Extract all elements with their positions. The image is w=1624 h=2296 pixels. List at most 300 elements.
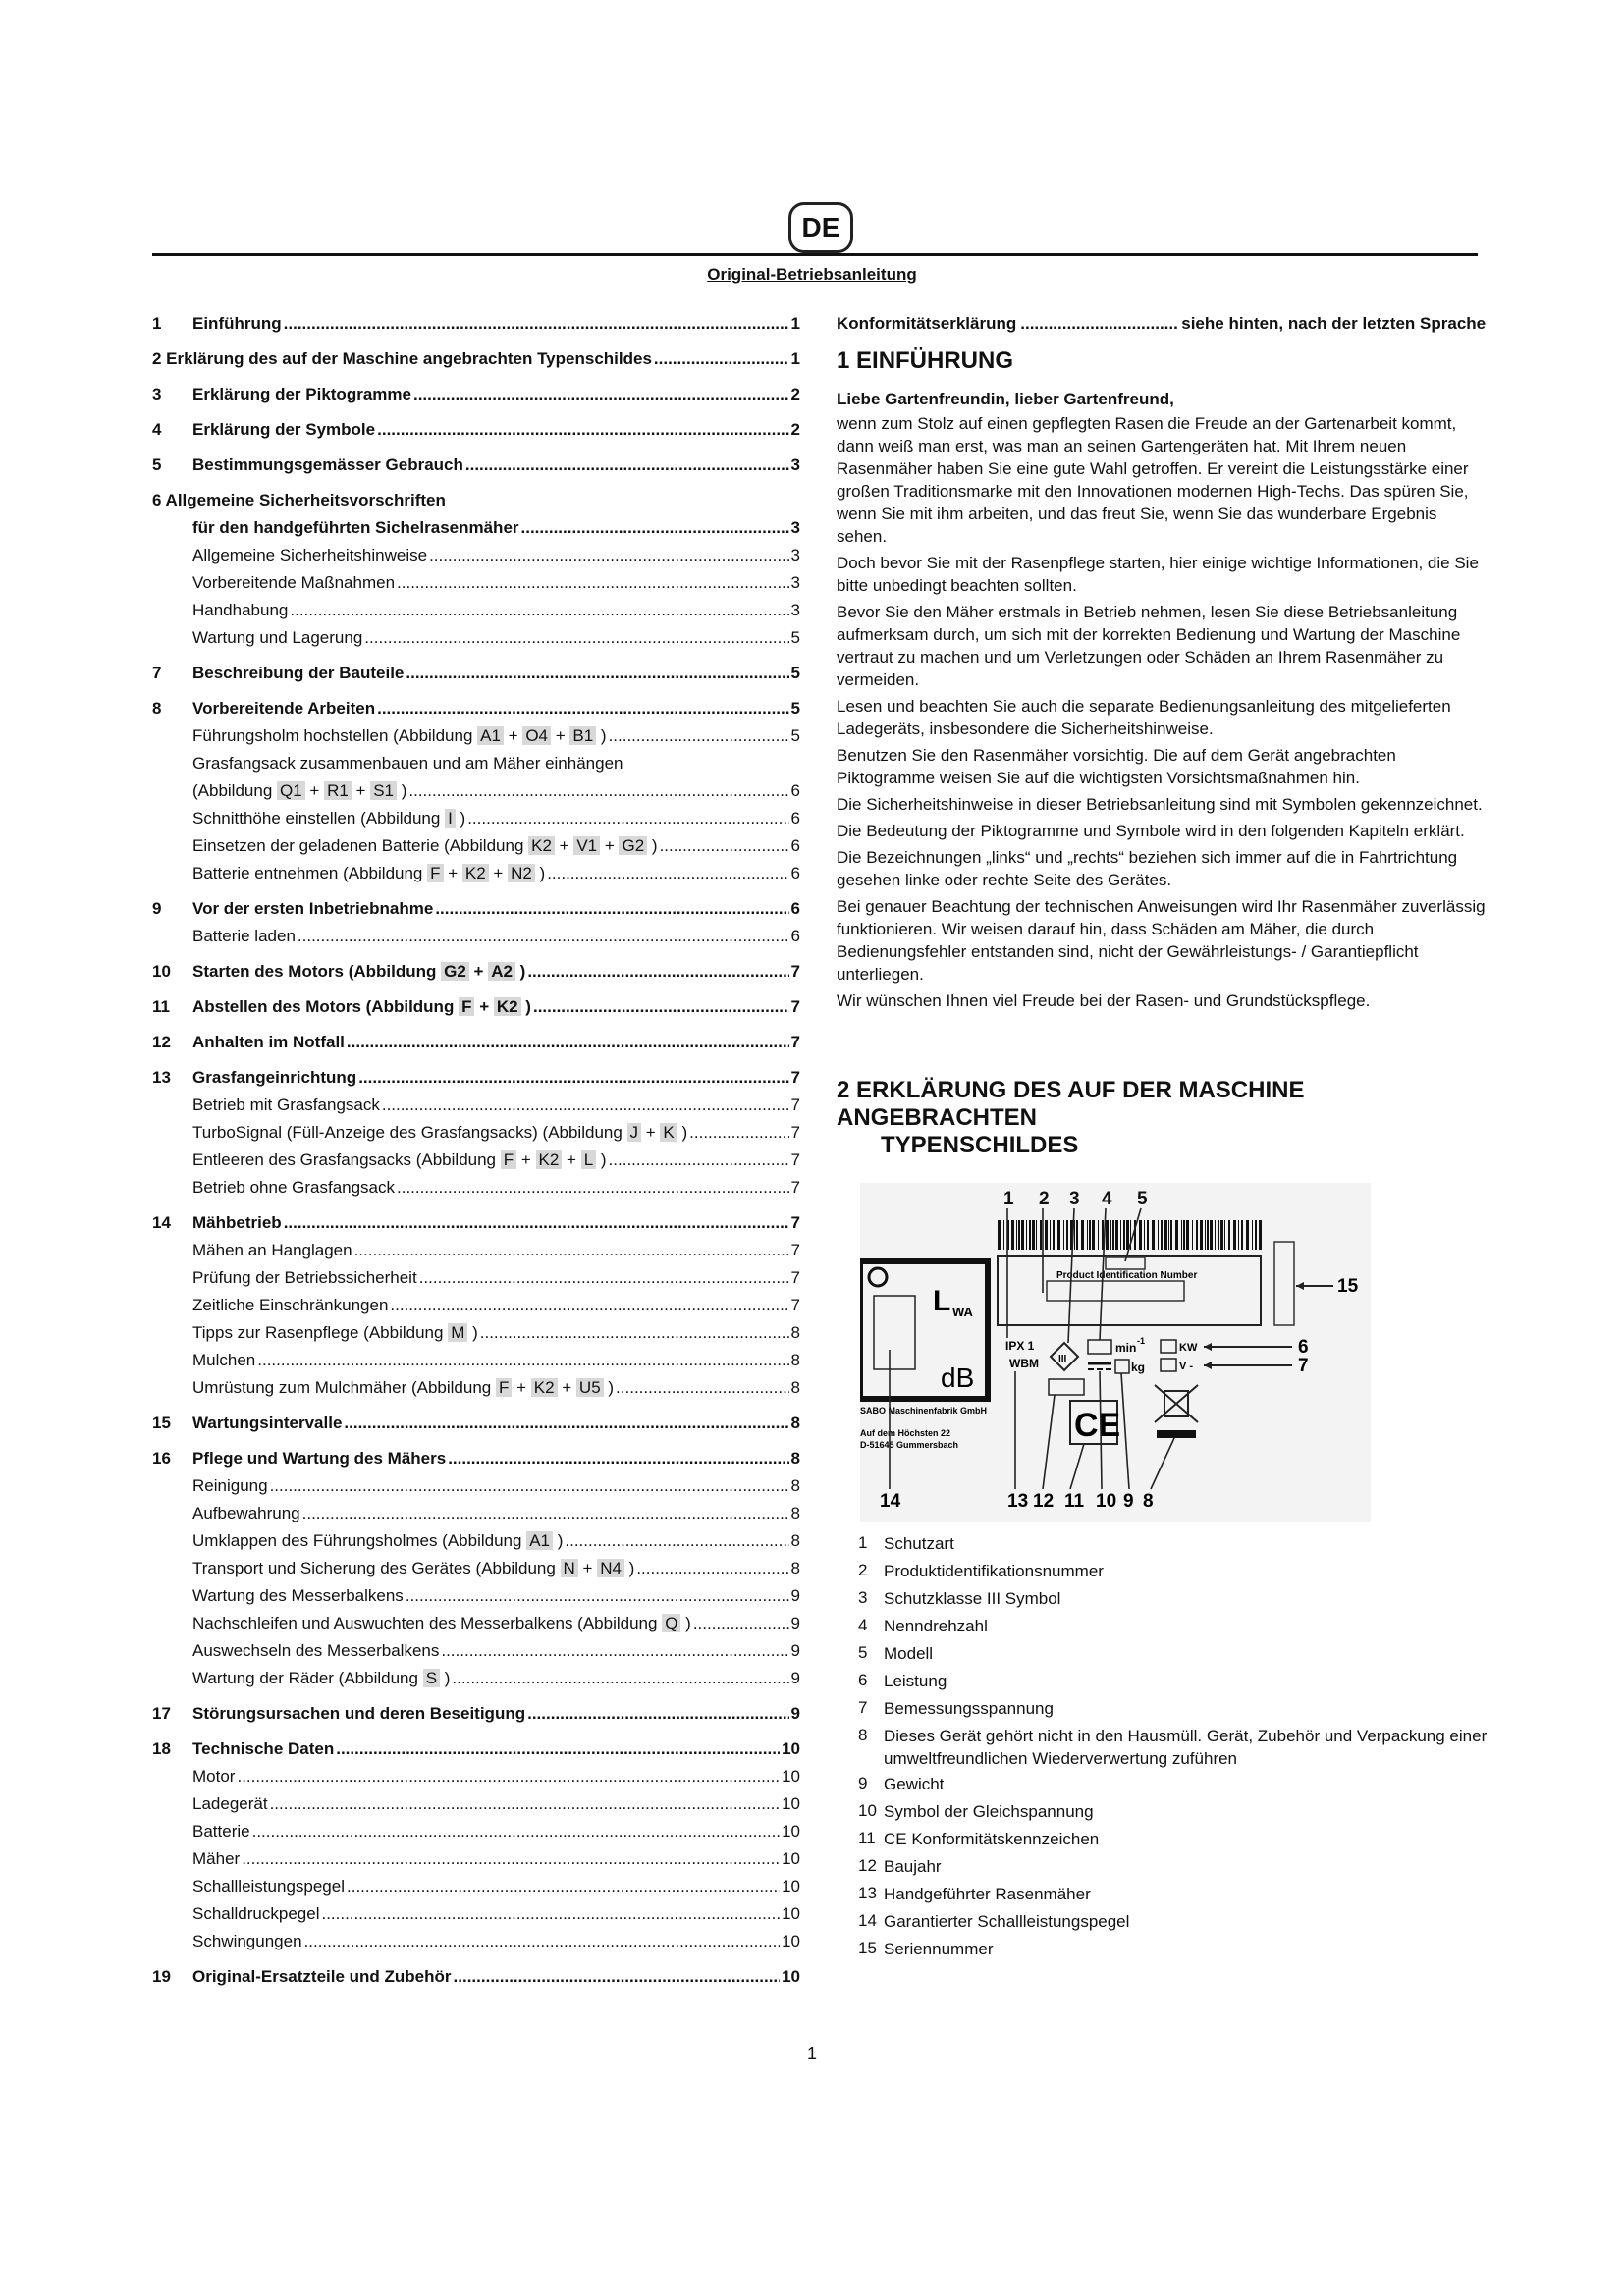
toc-subentry[interactable] bbox=[152, 1119, 800, 1147]
toc-num: 1 bbox=[152, 314, 162, 333]
toc-subentry-text: Nachschleifen und Auswuchten des Messerbalkens (Abbildung Q ) bbox=[192, 1614, 691, 1632]
toc-subentry-text: Batterie bbox=[192, 1822, 250, 1841]
toc-subentry[interactable] bbox=[152, 1818, 800, 1845]
min-label: min bbox=[1115, 1341, 1137, 1355]
toc-page: 10 bbox=[782, 1822, 800, 1841]
intro-paragraph: wenn zum Stolz auf einen gepflegten Rasen die Freude an der Gartenarbeit kommt, dann weiß man erst, was man an seinen Gartengeräten hat. Mit Ihrem neuen Rasenmäher haben Sie eine gute Wahl getroffen. Er vereint die Leistungsstärke einer großen Traditionsmarke mit den Innovationen modernen High-Techs. Das spüren Sie, wenn Sie mit ihm arbeiten, und das freut Sie, wenn Sie das wunderbare Ergebnis sehen. bbox=[837, 414, 1469, 546]
legend-item bbox=[858, 1722, 1489, 1770]
toc-page: 8 bbox=[790, 1504, 800, 1522]
toc-section bbox=[152, 381, 800, 408]
toc-section bbox=[152, 1700, 800, 1728]
language-badge: DE bbox=[788, 202, 853, 253]
v-label: V - bbox=[1179, 1361, 1194, 1372]
figure-ref: A1 bbox=[526, 1531, 553, 1550]
toc-page: 10 bbox=[782, 1794, 800, 1813]
toc-subentry[interactable] bbox=[152, 1928, 800, 1955]
intro-paragraph: Die Bedeutung der Piktogramme und Symbole wird in den folgenden Kapiteln erklärt. bbox=[837, 822, 1465, 840]
toc-subentry-text: Betrieb ohne Grasfangsack bbox=[192, 1178, 396, 1197]
figure-ref: K2 bbox=[531, 1378, 558, 1397]
toc-section bbox=[152, 1735, 800, 1955]
figure-ref: N2 bbox=[508, 864, 535, 882]
toc-entry[interactable] bbox=[152, 1735, 800, 1763]
toc-subentry-text: Allgemeine Sicherheitshinweise bbox=[192, 546, 428, 564]
manufacturer: SABO Maschinenfabrik GmbH bbox=[860, 1406, 988, 1415]
toc-entry[interactable] bbox=[152, 1445, 800, 1472]
legend-number: 8 bbox=[858, 1726, 868, 1744]
address-line-1: Auf dem Höchsten 22 bbox=[860, 1428, 951, 1438]
toc-subentry-text: Prüfung der Betriebssicherheit bbox=[192, 1268, 417, 1287]
serial-box bbox=[1274, 1242, 1294, 1325]
greeting: Liebe Gartenfreundin, lieber Gartenfreund, bbox=[837, 390, 1174, 408]
page-number: 1 bbox=[806, 2044, 817, 2063]
toc-page: 8 bbox=[790, 1323, 800, 1342]
toc-page: 7 bbox=[790, 1150, 800, 1169]
section-2-heading: 2 ERKLÄRUNG DES AUF DER MASCHINE ANGEBRACHTEN TYPENSCHILDES bbox=[837, 1077, 1305, 1158]
legend-number: 2 bbox=[858, 1561, 868, 1579]
toc-entry-text: Pflege und Wartung des Mähers bbox=[192, 1449, 447, 1468]
toc-num: 13 bbox=[152, 1068, 171, 1087]
toc-entry[interactable] bbox=[152, 346, 800, 373]
figure-ref: S1 bbox=[370, 781, 397, 800]
toc-subentry-text: Wartung des Messerbalkens bbox=[192, 1586, 404, 1605]
toc-page: 10 bbox=[782, 1932, 800, 1950]
toc-entry[interactable] bbox=[152, 1209, 800, 1237]
legend-item bbox=[858, 1935, 1489, 1962]
toc-subentry-text: Auswechseln des Messerbalkens bbox=[192, 1641, 440, 1660]
toc-subentry[interactable] bbox=[152, 805, 800, 832]
toc-subentry[interactable] bbox=[152, 1873, 800, 1900]
toc-page: 6 bbox=[790, 836, 800, 855]
legend-number: 4 bbox=[858, 1616, 868, 1634]
toc-entry[interactable] bbox=[152, 660, 800, 687]
wbm-label: WBM bbox=[1009, 1357, 1039, 1370]
figure-ref: A1 bbox=[477, 726, 504, 745]
toc-entry-text: Original-Ersatzteile und Zubehör bbox=[192, 1967, 452, 1986]
toc-page: 10 bbox=[782, 1767, 800, 1786]
legend-item bbox=[858, 1667, 1489, 1694]
toc-section bbox=[152, 310, 800, 338]
konformitaet-line[interactable]: Konformitätserklärung ..... siehe hinten, nach der letzten Sprache bbox=[837, 310, 1489, 338]
figure-ref: N bbox=[561, 1559, 578, 1577]
toc-entry[interactable] bbox=[152, 993, 800, 1021]
toc-subentry-text: Mäher bbox=[192, 1849, 241, 1868]
legend-number: 3 bbox=[858, 1588, 868, 1607]
legend-text: Symbol der Gleichspannung bbox=[884, 1802, 1094, 1821]
toc-entry[interactable] bbox=[152, 1963, 800, 1991]
callout-12: 12 bbox=[1033, 1491, 1055, 1512]
toc-page: 9 bbox=[790, 1669, 800, 1687]
toc-entry-cont[interactable] bbox=[152, 514, 800, 542]
toc-section bbox=[152, 993, 800, 1021]
toc-subentry-text: TurboSignal (Füll-Anzeige des Grasfangsacks) (Abbildung J + K ) bbox=[192, 1123, 688, 1142]
toc-page: 5 bbox=[790, 664, 800, 682]
toc-entry[interactable] bbox=[152, 1410, 800, 1437]
toc-subentry[interactable] bbox=[152, 1147, 800, 1174]
figure-ref: J bbox=[627, 1123, 642, 1142]
toc-num: 16 bbox=[152, 1449, 171, 1468]
figure-ref: M bbox=[448, 1323, 467, 1342]
legend-text: CE Konformitätskennzeichen bbox=[884, 1830, 1100, 1848]
toc-entry-text: Wartungsintervalle bbox=[192, 1414, 343, 1432]
legend-number: 5 bbox=[858, 1643, 868, 1662]
toc-subentry-text: (Abbildung Q1 + R1 + S1 ) bbox=[192, 781, 407, 800]
legend-number: 6 bbox=[858, 1671, 868, 1689]
toc-subentry-text: Ladegerät bbox=[192, 1794, 268, 1813]
toc-subentry-text: Betrieb mit Grasfangsack bbox=[192, 1095, 380, 1114]
toc-subentry-text: Mähen an Hanglagen bbox=[192, 1241, 352, 1259]
figure-ref: G2 bbox=[441, 962, 469, 981]
legend-text: Modell bbox=[884, 1644, 934, 1663]
toc-page: 7 bbox=[790, 1095, 800, 1114]
intro-paragraph: Bei genauer Beachtung der technischen Anweisungen wird Ihr Rasenmäher zuverlässig funktionieren. Wir weisen darauf hin, dass Schäden am Mäher, die durch Bedienungsfehler entstanden sind, nicht der Gewährleistungs- / Garantiepflicht unterliegen. bbox=[837, 897, 1486, 984]
toc-page: 10 bbox=[782, 1877, 800, 1896]
toc-entry-text: Grasfangeinrichtung bbox=[192, 1068, 357, 1087]
figure-ref: Q bbox=[662, 1614, 680, 1632]
toc-subentry-text: Mulchen bbox=[192, 1351, 256, 1369]
toc-page: 9 bbox=[790, 1704, 800, 1723]
toc-num: 17 bbox=[152, 1704, 171, 1723]
toc-page: 5 bbox=[790, 726, 800, 745]
figure-ref: U5 bbox=[576, 1378, 604, 1397]
toc-subentry[interactable] bbox=[152, 597, 800, 624]
lwa-sub: WA bbox=[952, 1305, 973, 1319]
address-line-2: D-51645 Gummersbach bbox=[860, 1440, 959, 1450]
toc-subentry[interactable] bbox=[152, 1347, 800, 1374]
legend-item bbox=[858, 1797, 1489, 1825]
toc-subentry-text: Batterie laden bbox=[192, 927, 296, 945]
legend-item bbox=[858, 1852, 1489, 1880]
toc-section bbox=[152, 1445, 800, 1692]
document-title: Original-Betriebsanleitung bbox=[707, 265, 917, 284]
toc-entry[interactable] bbox=[152, 381, 800, 408]
toc-subentry-text: Schwingungen bbox=[192, 1932, 302, 1950]
toc-entry-text: 2 Erklärung des auf der Maschine angebrachten Typenschildes bbox=[152, 349, 652, 368]
toc-subentry-text: Handhabung bbox=[192, 601, 289, 619]
pid-box bbox=[1047, 1281, 1184, 1301]
intro-paragraph: Die Bezeichnungen „links“ und „rechts“ beziehen sich immer auf die in Fahrtrichtung gesehen linke oder rechte Seite des Gerätes. bbox=[837, 848, 1458, 889]
toc-section bbox=[152, 1029, 800, 1056]
toc-page: 7 bbox=[790, 1296, 800, 1314]
intro-paragraph: Bevor Sie den Mäher erstmals in Betrieb nehmen, lesen Sie diese Betriebsanleitung aufmerksam durch, um sich mit der korrekten Bedienung und Wartung der Maschine vertraut zu machen und um Verletzungen oder Schäden an Ihrem Rasenmäher zu vermeiden. bbox=[837, 603, 1461, 689]
toc-entry[interactable] bbox=[152, 1700, 800, 1728]
figure-ref: R1 bbox=[324, 781, 352, 800]
toc-subentry[interactable] bbox=[152, 1665, 800, 1692]
toc-subentry-text: Schalldruckpegel bbox=[192, 1904, 320, 1923]
legend-text: Bemessungsspannung bbox=[884, 1699, 1054, 1718]
legend-text: Dieses Gerät gehört nicht in den Hausmüll. Gerät, Zubehör und Verpackung einer umweltfreundlichen Wiederverwertung zuführen bbox=[884, 1727, 1488, 1768]
figure-ref: G2 bbox=[619, 836, 647, 855]
toc-subentry-text: Umklappen des Führungsholmes (Abbildung A1 ) bbox=[192, 1531, 564, 1550]
legend-text: Produktidentifikationsnummer bbox=[884, 1562, 1104, 1580]
toc-entry[interactable] bbox=[152, 416, 800, 444]
toc-entry-text: Abstellen des Motors (Abbildung F + K2 ) bbox=[192, 997, 531, 1016]
callout-7: 7 bbox=[1298, 1356, 1309, 1376]
toc-subentry-text: Zeitliche Einschränkungen bbox=[192, 1296, 389, 1314]
toc-page: 8 bbox=[790, 1559, 800, 1577]
intro-paragraph: Benutzen Sie den Rasenmäher vorsichtig. Die auf dem Gerät angebrachten Piktogramme weisen Sie auf die wichtigsten Vorsichtsmaßnahmen hin. bbox=[837, 746, 1396, 787]
toc-entry-text: für den handgeführten Sichelrasenmäher bbox=[192, 518, 519, 537]
toc-page: 7 bbox=[790, 1213, 800, 1232]
figure-ref: A2 bbox=[488, 962, 515, 981]
toc-subentry-text: Schallleistungspegel bbox=[192, 1877, 345, 1896]
header-rule bbox=[152, 253, 1478, 256]
callout-1: 1 bbox=[1003, 1189, 1014, 1209]
toc-subentry-text: Grasfangsack zusammenbauen und am Mäher einhängen bbox=[192, 754, 623, 773]
toc-entry[interactable]: 6 Allgemeine Sicherheitsvorschriften bbox=[152, 491, 446, 509]
toc-page: 7 bbox=[790, 1241, 800, 1259]
toc-subentry[interactable] bbox=[152, 624, 800, 652]
legend-text: Schutzart bbox=[884, 1534, 954, 1553]
toc-subentry[interactable] bbox=[152, 1527, 800, 1555]
toc-page: 7 bbox=[790, 997, 800, 1016]
toc-section bbox=[152, 958, 800, 986]
toc-subentry[interactable] bbox=[152, 1292, 800, 1319]
legend-item bbox=[858, 1612, 1489, 1639]
toc-entry[interactable] bbox=[152, 1029, 800, 1056]
toc-page: 3 bbox=[790, 601, 800, 619]
toc-subentry[interactable] bbox=[152, 923, 800, 950]
toc-subentry[interactable] bbox=[152, 832, 800, 860]
toc-page: 6 bbox=[790, 927, 800, 945]
callout-14: 14 bbox=[880, 1491, 901, 1512]
figure-ref: L bbox=[581, 1150, 596, 1169]
toc-page: 3 bbox=[790, 455, 800, 474]
toc-subentry[interactable] bbox=[152, 1637, 800, 1665]
year-box bbox=[1049, 1379, 1084, 1395]
toc-page: 6 bbox=[790, 899, 800, 918]
legend-number: 7 bbox=[858, 1698, 868, 1717]
toc-num: 4 bbox=[152, 420, 162, 439]
ce-mark: CE bbox=[1074, 1407, 1121, 1444]
toc-subentry[interactable] bbox=[152, 1610, 800, 1637]
toc-subentry-text: Einsetzen der geladenen Batterie (Abbildung K2 + V1 + G2 ) bbox=[192, 836, 658, 855]
toc-subentry[interactable] bbox=[152, 1763, 800, 1790]
legend-text: Garantierter Schallleistungspegel bbox=[884, 1912, 1130, 1931]
toc-subentry[interactable] bbox=[152, 777, 800, 805]
toc-page: 10 bbox=[782, 1739, 800, 1758]
toc-subentry[interactable] bbox=[152, 1500, 800, 1527]
toc-num: 9 bbox=[152, 899, 162, 918]
callout-11: 11 bbox=[1064, 1491, 1085, 1512]
toc-subentry[interactable] bbox=[152, 1472, 800, 1500]
legend-item bbox=[858, 1880, 1489, 1907]
toc-page: 7 bbox=[790, 962, 800, 981]
toc-entry-text: Mähbetrieb bbox=[192, 1213, 282, 1232]
toc-page: 9 bbox=[790, 1614, 800, 1632]
legend-number: 11 bbox=[858, 1829, 876, 1847]
lwa-label: L bbox=[933, 1285, 951, 1317]
toc-page: 6 bbox=[790, 781, 800, 800]
toc-subentry[interactable] bbox=[152, 1900, 800, 1928]
toc-entry-text: Erklärung der Symbole bbox=[192, 420, 376, 439]
toc-subentry-text: Führungsholm hochstellen (Abbildung A1 + O4 + B1 ) bbox=[192, 726, 607, 745]
table-of-contents bbox=[152, 310, 800, 1999]
wheelie-bin-icon bbox=[1155, 1385, 1198, 1438]
callout-9: 9 bbox=[1123, 1491, 1134, 1512]
callout-10: 10 bbox=[1096, 1491, 1117, 1512]
figure-ref: B1 bbox=[569, 726, 596, 745]
legend-item bbox=[858, 1694, 1489, 1722]
toc-entry-text: Vorbereitende Arbeiten bbox=[192, 699, 376, 718]
toc-num: 14 bbox=[152, 1213, 171, 1232]
toc-subentry-text: Batterie entnehmen (Abbildung F + K2 + N2 ) bbox=[192, 864, 546, 882]
toc-entry-text: Beschreibung der Bauteile bbox=[192, 664, 405, 682]
figure-ref: K2 bbox=[494, 997, 521, 1016]
legend-number: 10 bbox=[858, 1801, 877, 1820]
figure-ref: O4 bbox=[522, 726, 551, 745]
toc-page: 1 bbox=[790, 349, 800, 368]
toc-subentry-text: Umrüstung zum Mulchmäher (Abbildung F + K2 + U5 ) bbox=[192, 1378, 615, 1397]
toc-num: 12 bbox=[152, 1033, 171, 1051]
toc-subentry[interactable] bbox=[152, 860, 800, 887]
svg-text:III: III bbox=[1058, 1354, 1067, 1364]
toc-section bbox=[152, 695, 800, 887]
figure-ref: S bbox=[423, 1669, 440, 1687]
toc-subentry[interactable] bbox=[152, 1845, 800, 1873]
legend-item bbox=[858, 1529, 1489, 1557]
toc-section bbox=[152, 1963, 800, 1991]
legend-item bbox=[858, 1770, 1489, 1797]
toc-entry[interactable] bbox=[152, 958, 800, 986]
toc-entry[interactable] bbox=[152, 695, 800, 722]
toc-section bbox=[152, 1410, 800, 1437]
toc-entry[interactable] bbox=[152, 310, 800, 338]
toc-page: 7 bbox=[790, 1178, 800, 1197]
intro-paragraphs bbox=[837, 412, 1489, 1012]
toc-section bbox=[152, 346, 800, 373]
intro-paragraph: Doch bevor Sie mit der Rasenpflege starten, hier einige wichtige Informationen, die Sie bitte unbedingt beachten sollten. bbox=[837, 554, 1479, 595]
toc-subentry-text: Schnitthöhe einstellen (Abbildung I ) bbox=[192, 809, 466, 828]
toc-page: 10 bbox=[782, 1967, 800, 1986]
figure-ref: F bbox=[496, 1378, 512, 1397]
toc-page: 7 bbox=[790, 1033, 800, 1051]
toc-subentry[interactable] bbox=[152, 722, 800, 750]
toc-page: 8 bbox=[790, 1449, 800, 1468]
legend-text: Schutzklasse III Symbol bbox=[884, 1589, 1061, 1608]
callout-13: 13 bbox=[1007, 1491, 1029, 1512]
toc-entry-text: Technische Daten bbox=[192, 1739, 335, 1758]
toc-entry-text: Bestimmungsgemässer Gebrauch bbox=[192, 455, 463, 474]
callout-6: 6 bbox=[1298, 1337, 1309, 1358]
figure-ref: F bbox=[427, 864, 443, 882]
figure-ref: V1 bbox=[573, 836, 600, 855]
legend-text: Handgeführter Rasenmäher bbox=[884, 1885, 1091, 1903]
figure-ref: K2 bbox=[536, 1150, 563, 1169]
toc-entry-text: Erklärung der Piktogramme bbox=[192, 385, 411, 403]
callout-3: 3 bbox=[1069, 1189, 1080, 1209]
toc-entry-text: Starten des Motors (Abbildung G2 + A2 ) bbox=[192, 962, 526, 981]
figure-ref: K2 bbox=[462, 864, 489, 882]
legend-number: 15 bbox=[858, 1939, 877, 1957]
toc-page: 3 bbox=[790, 546, 800, 564]
toc-page: 7 bbox=[790, 1123, 800, 1142]
toc-section bbox=[152, 487, 800, 652]
legend-text: Leistung bbox=[884, 1672, 947, 1690]
toc-page: 10 bbox=[782, 1904, 800, 1923]
legend-item bbox=[858, 1825, 1489, 1852]
toc-subentry-text: Tipps zur Rasenpflege (Abbildung M ) bbox=[192, 1323, 478, 1342]
toc-num: 15 bbox=[152, 1414, 171, 1432]
ground-icon bbox=[869, 1268, 887, 1286]
pid-label: Product Identification Number bbox=[1056, 1270, 1198, 1281]
toc-subentry[interactable] bbox=[152, 1582, 800, 1610]
figure-ref: F bbox=[501, 1150, 516, 1169]
toc-subentry[interactable] bbox=[152, 1319, 800, 1347]
toc-subentry[interactable] bbox=[152, 1237, 800, 1264]
toc-entry[interactable] bbox=[152, 452, 800, 479]
toc-num: 19 bbox=[152, 1967, 171, 1986]
section-1-heading: 1 EINFÜHRUNG bbox=[837, 347, 1014, 374]
toc-subentry-text: Wartung und Lagerung bbox=[192, 628, 363, 647]
toc-entry[interactable] bbox=[152, 895, 800, 923]
legend-number: 1 bbox=[858, 1533, 868, 1552]
figure-ref: I bbox=[445, 809, 456, 828]
toc-subentry[interactable] bbox=[152, 1264, 800, 1292]
toc-subentry[interactable] bbox=[152, 1174, 800, 1201]
db-label: dB bbox=[941, 1362, 975, 1393]
toc-page: 6 bbox=[790, 864, 800, 882]
toc-page: 6 bbox=[790, 809, 800, 828]
intro-paragraph: Lesen und beachten Sie auch die separate Bedienungsanleitung des mitgelieferten Ladegeräts, insbesondere die Sicherheitshinweise. bbox=[837, 697, 1451, 738]
legend-number: 12 bbox=[858, 1856, 877, 1875]
toc-subentry[interactable] bbox=[152, 542, 800, 569]
toc-page: 9 bbox=[790, 1586, 800, 1605]
legend-text: Seriennummer bbox=[884, 1940, 994, 1958]
figure-ref: K2 bbox=[528, 836, 555, 855]
ipx-label: IPX 1 bbox=[1005, 1339, 1035, 1353]
legend-text: Nenndrehzahl bbox=[884, 1617, 988, 1635]
toc-subentry[interactable] bbox=[152, 1555, 800, 1582]
toc-num: 11 bbox=[152, 997, 170, 1016]
figure-ref: F bbox=[459, 997, 474, 1016]
toc-entry[interactable] bbox=[152, 1064, 800, 1092]
toc-subentry[interactable] bbox=[152, 1092, 800, 1119]
legend-number: 13 bbox=[858, 1884, 877, 1902]
toc-subentry-text: Entleeren des Grasfangsacks (Abbildung F + K2 + L ) bbox=[192, 1150, 607, 1169]
toc-page: 8 bbox=[790, 1531, 800, 1550]
toc-num: 3 bbox=[152, 385, 162, 403]
toc-subentry[interactable] bbox=[152, 1374, 800, 1402]
toc-subentry[interactable] bbox=[152, 1790, 800, 1818]
toc-subentry[interactable] bbox=[152, 750, 800, 777]
toc-subentry[interactable] bbox=[152, 569, 800, 597]
toc-entry-text: Anhalten im Notfall bbox=[192, 1033, 345, 1051]
toc-num: 10 bbox=[152, 962, 171, 981]
toc-entry-text: Vor der ersten Inbetriebnahme bbox=[192, 899, 434, 918]
toc-page: 10 bbox=[782, 1849, 800, 1868]
callout-2: 2 bbox=[1039, 1189, 1050, 1209]
min-exponent: -1 bbox=[1137, 1336, 1146, 1346]
figure-ref: K bbox=[660, 1123, 677, 1142]
toc-subentry-text: Transport und Sicherung des Gerätes (Abbildung N + N4 ) bbox=[192, 1559, 635, 1577]
toc-page: 7 bbox=[790, 1268, 800, 1287]
toc-section bbox=[152, 895, 800, 950]
toc-section bbox=[152, 416, 800, 444]
callout-15: 15 bbox=[1337, 1276, 1359, 1297]
legend-number: 9 bbox=[858, 1774, 868, 1792]
type-plate-figure bbox=[860, 1183, 1371, 1522]
legend-item bbox=[858, 1584, 1489, 1612]
legend-number: 14 bbox=[858, 1911, 877, 1930]
intro-paragraph: Die Sicherheitshinweise in dieser Betriebsanleitung sind mit Symbolen gekennzeichnet. bbox=[837, 795, 1483, 814]
toc-page: 3 bbox=[790, 518, 800, 537]
kw-label: KW bbox=[1179, 1342, 1198, 1354]
toc-num: 18 bbox=[152, 1739, 171, 1758]
intro-paragraph: Wir wünschen Ihnen viel Freude bei der Rasen- und Grundstückspflege. bbox=[837, 991, 1371, 1010]
toc-page: 5 bbox=[790, 628, 800, 647]
callout-8: 8 bbox=[1143, 1491, 1154, 1512]
toc-page: 8 bbox=[790, 1378, 800, 1397]
